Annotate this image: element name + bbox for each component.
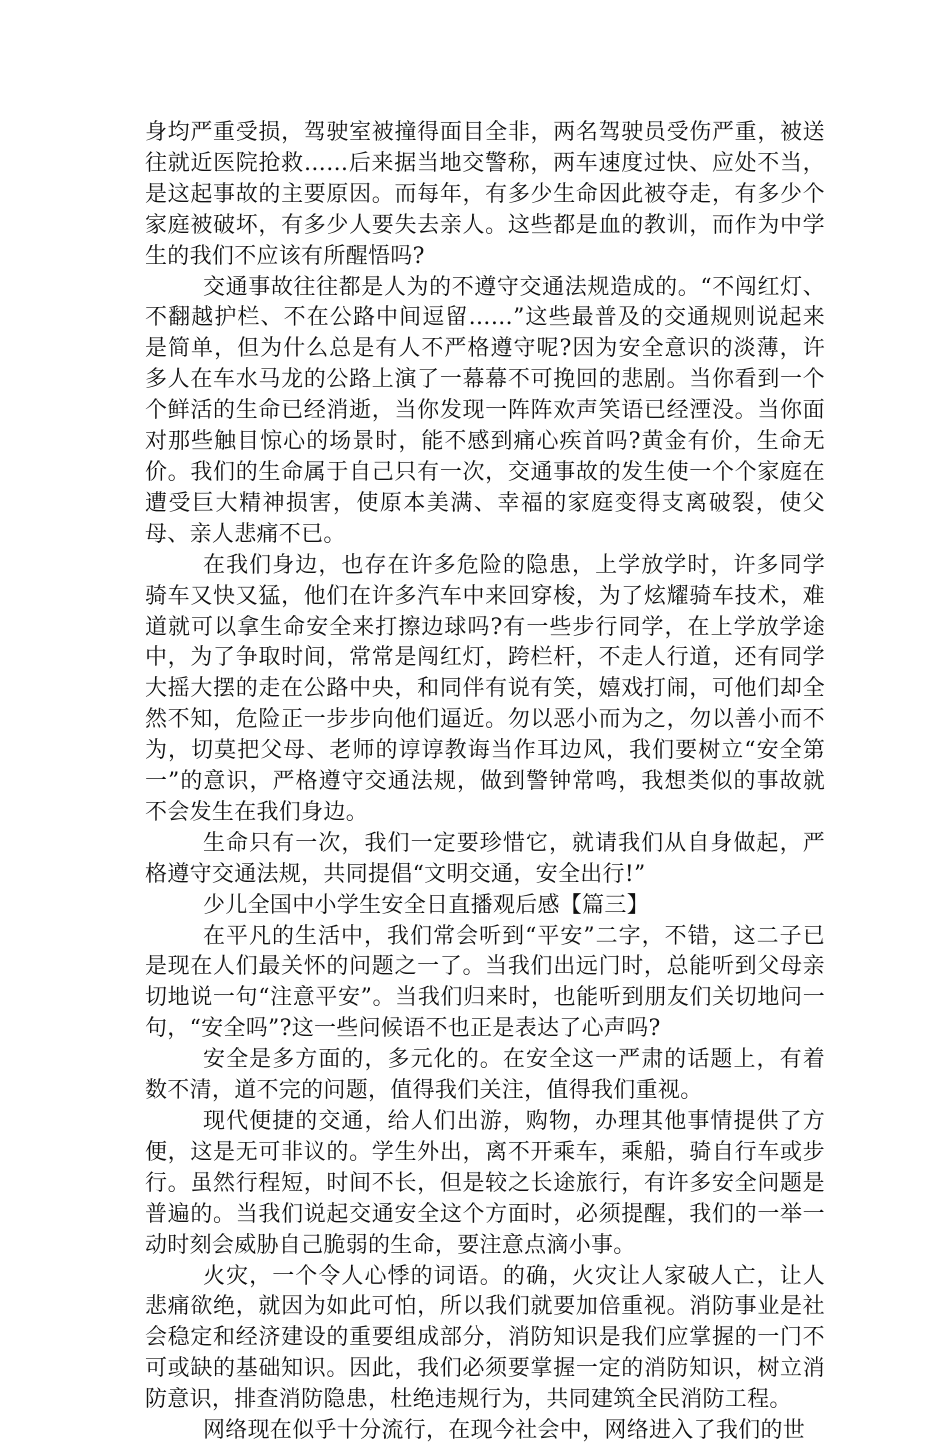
paragraph: 交通事故往往都是人为的不遵守交通法规造成的。“不闯红灯、不翻越护栏、不在公路中间逗留……”这些最普及的交通规则说起来是简单，但为什么总是有人不严格遵守呢?因为安全意识的淡薄，许多人在车水马龙的公路上演了一幕幕不可挽回的悲剧。当你看到一个个鲜活的生命已经消逝，当你发现一阵阵欢声笑语已经湮没。当你面对那些触目惊心的场景时，能不感到痛心疾首吗?黄金有价，生命无价。我们的生命属于自己只有一次，交通事故的发生使一个个家庭在遭受巨大精神损害，使原本美满、幸福的家庭变得支离破裂，使父母、亲人悲痛不已。 [145,274,825,547]
paragraph: 火灾，一个令人心悸的词语。的确，火灾让人家破人亡，让人悲痛欲绝，就因为如此可怕，所以我们就要加倍重视。消防事业是社会稳定和经济建设的重要组成部分，消防知识是我们应掌握的一门不可或缺的基础知识。因此，我们必须要掌握一定的消防知识，树立消防意识，排查消防隐患，杜绝违规行为，共同建筑全民消防工程。 [145,1263,825,1413]
paragraph: 网络现在似乎十分流行，在现今社会中，网络进入了我们的世 [203,1418,806,1444]
section-heading: 少儿全国中小学生安全日直播观后感【篇三】 [203,892,650,918]
paragraph: 安全是多方面的，多元化的。在安全这一严肃的话题上，有着数不清，道不完的问题，值得我们关注，值得我们重视。 [145,1047,825,1104]
document-body [145,118,825,1447]
paragraph: 生命只有一次，我们一定要珍惜它，就请我们从自身做起，严格遵守交通法规，共同提倡“文明交通，安全出行!” [145,830,825,887]
paragraph: 在平凡的生活中，我们常会听到“平安”二字，不错，这二子已是现在人们最关怀的问题之一了。当我们出远门时，总能听到父母亲切地说一句“注意平安”。当我们归来时，也能听到朋友们关切地问一句，“安全吗”?这一些问候语不也正是表达了心声吗? [145,923,825,1042]
paragraph: 在我们身边，也存在许多危险的隐患，上学放学时，许多同学骑车又快又猛，他们在许多汽车中来回穿梭，为了炫耀骑车技术，难道就可以拿生命安全来打擦边球吗?有一些步行同学，在上学放学途中，为了争取时间，常常是闯红灯，跨栏杆，不走人行道，还有同学大摇大摆的走在公路中央，和同伴有说有笑，嬉戏打闹，可他们却全然不知，危险正一步步向他们逼近。勿以恶小而为之，勿以善小而不为，切莫把父母、老师的谆谆教诲当作耳边风，我们要树立“安全第一”的意识，严格遵守交通法规，做到警钟常鸣，我想类似的事故就不会发生在我们身边。 [145,552,825,825]
paragraph-continuation: 身均严重受损，驾驶室被撞得面目全非，两名驾驶员受伤严重，被送往就近医院抢救……后来据当地交警称，两车速度过快、应处不当，是这起事故的主要原因。而每年，有多少生命因此被夺走，有多少个家庭被破坏，有多少人要失去亲人。这些都是血的教训，而作为中学生的我们不应该有所醒悟吗? [145,120,825,269]
paragraph: 现代便捷的交通，给人们出游，购物，办理其他事情提供了方便，这是无可非议的。学生外出，离不开乘车，乘船，骑自行车或步行。虽然行程短，时间不长，但是较之长途旅行，有许多安全问题是普遍的。当我们说起交通安全这个方面时，必须提醒，我们的一举一动时刻会威胁自己脆弱的生命，要注意点滴小事。 [145,1109,825,1258]
